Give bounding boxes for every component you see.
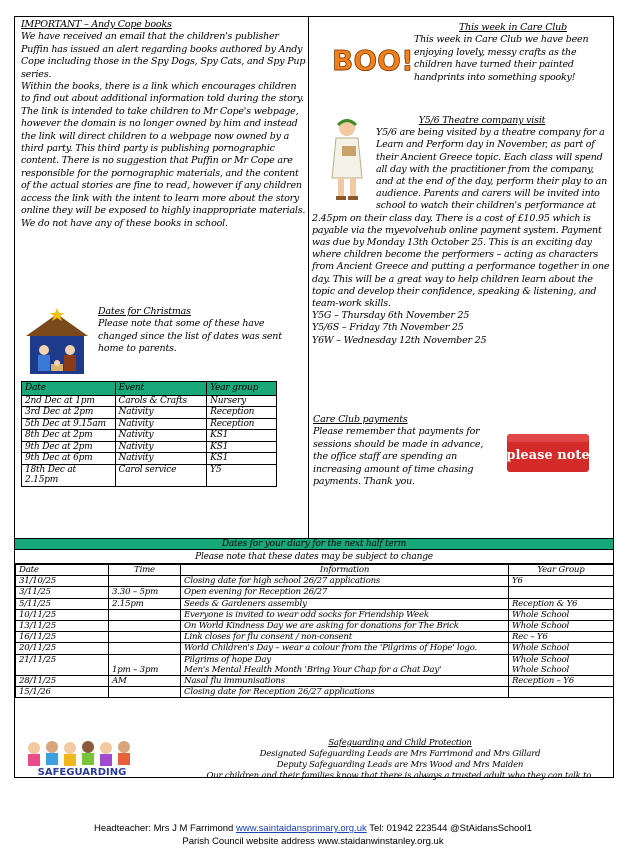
- cell-time: 3.30 – 5pm: [109, 587, 181, 598]
- cell-information: World Children's Day – wear a colour from the 'Pilgrims of Hope' logo.: [181, 643, 509, 654]
- cell-time: [109, 576, 181, 587]
- table-row: [22, 430, 277, 442]
- cell-event: Nativity: [115, 453, 207, 465]
- cell-year-group: Y6: [509, 576, 614, 587]
- cell-date: 15/1/26: [16, 687, 109, 698]
- christmas-dates-intro: [98, 306, 304, 356]
- cell-year-group: Whole School: [509, 643, 614, 654]
- safeguarding-section: [190, 738, 610, 782]
- diary-subtitle: Please note that these dates may be subject to change: [15, 551, 613, 564]
- cell-time: [109, 609, 181, 620]
- boo-text: BOO!: [332, 44, 414, 77]
- important-notice: [21, 19, 306, 230]
- theatre-title: Y5/6 Theatre company visit: [418, 115, 546, 126]
- cell-information: On World Kindness Day we are asking for donations for The Brick: [181, 621, 509, 632]
- please-note-sign: [505, 430, 591, 476]
- page-footer: [0, 822, 626, 848]
- important-paragraph-2: Within the books, there is a link which encourages children to find out about additional information told during the story. The link is intended to take children to Mr Cope's webpage, however the domain is no longer owned by him and instead the link will direct children to a webpage now owned by a third party. This third party is publishing pornographic content. There is no suggestion that Puffin or Mr Cope are responsible for the pornographic materials, and the content of the actual stories are fine to read, however if any children access the link with the intent to learn more about the story online they will be exposed to highly inappropriate materials. We do not have any of these books in school.: [21, 81, 306, 229]
- care-club-payments: [313, 414, 493, 488]
- cell-date: 21/11/25: [16, 654, 109, 675]
- nativity-illustration: [22, 306, 92, 376]
- column-divider: [308, 16, 309, 538]
- cell-year-group: Reception: [207, 407, 277, 419]
- theatre-date-y56s: Y5/6S – Friday 7th November 25: [312, 322, 464, 334]
- cell-event: Nativity: [115, 418, 207, 430]
- cell-time: [109, 632, 181, 643]
- cell-date: 9th Dec at 2pm: [22, 441, 116, 453]
- cell-year-group: Reception: [207, 418, 277, 430]
- cell-year-group: KS1: [207, 430, 277, 442]
- important-paragraph-1: We have received an email that the children's publisher Puffin has issued an alert regarding books authored by Andy Cope including those in the Spy Dogs, Spy Cats, and Spy Pup series.: [21, 31, 306, 80]
- safeguarding-line-2: Deputy Safeguarding Leads are Mrs Wood and Mrs Maiden: [276, 760, 524, 770]
- cell-information: Everyone is invited to wear odd socks for Friendship Week: [181, 609, 509, 620]
- table-row: [16, 687, 614, 698]
- christmas-table-header: [22, 382, 277, 396]
- cell-date: 5th Dec at 9.15am: [22, 418, 116, 430]
- cell-date: 10/11/25: [16, 609, 109, 620]
- table-row: [16, 643, 614, 654]
- please-note-text: please note: [506, 448, 590, 463]
- table-row: [16, 654, 614, 675]
- cell-year-group: KS1: [207, 441, 277, 453]
- cell-information: Link closes for flu consent / non-consent: [181, 632, 509, 643]
- cell-year-group: Reception & Y6: [509, 598, 614, 609]
- cell-time: [109, 687, 181, 698]
- cell-year-group: Whole School Whole School: [509, 654, 614, 675]
- cell-event: Nativity: [115, 441, 207, 453]
- cell-date: 5/11/25: [16, 598, 109, 609]
- table-row: [16, 598, 614, 609]
- cell-year-group: KS1: [207, 453, 277, 465]
- cell-date: 16/11/25: [16, 632, 109, 643]
- care-club-title: This week in Care Club: [459, 22, 567, 33]
- cell-year-group: Nursery: [207, 395, 277, 407]
- christmas-text: Please note that some of these have changed since the list of dates was sent home to parents.: [98, 318, 282, 355]
- safeguarding-badge-text: SAFEGUARDING: [37, 767, 127, 778]
- table-row: [22, 441, 277, 453]
- cell-date: 13/11/25: [16, 621, 109, 632]
- boo-illustration: [330, 38, 414, 78]
- safeguarding-line-1: Designated Safeguarding Leads are Mrs Farrimond and Mrs Gillard: [259, 749, 541, 759]
- cell-date: 8th Dec at 2pm: [22, 430, 116, 442]
- footer-line-1: [0, 822, 626, 835]
- table-row: [22, 395, 277, 407]
- table-row: [22, 453, 277, 465]
- cell-year-group: Whole School: [509, 609, 614, 620]
- cell-year-group: [509, 587, 614, 598]
- cell-event: Carol service: [115, 464, 207, 486]
- cell-year-group: [509, 687, 614, 698]
- cell-time: AM: [109, 676, 181, 687]
- christmas-header-date: Date: [22, 382, 116, 396]
- cell-information: Closing date for high school 26/27 applications: [181, 576, 509, 587]
- footer-headteacher: Headteacher: Mrs J M Farrimond: [93, 823, 234, 834]
- cell-information: Pilgrims of hope Day Men's Mental Health Month 'Bring Your Chap for a Chat Day': [181, 654, 509, 675]
- safeguarding-badge: [22, 738, 142, 778]
- school-website-link[interactable]: www.saintaidansprimary.org.uk: [235, 823, 367, 834]
- table-row: [22, 407, 277, 419]
- diary-header-information: Information: [181, 565, 509, 576]
- table-row: [16, 576, 614, 587]
- important-title: IMPORTANT – Andy Cope books: [21, 19, 172, 30]
- footer-contact: Tel: 01942 223544 @StAidansSchool1: [369, 823, 533, 834]
- cell-year-group: Y5: [207, 464, 277, 486]
- christmas-dates-table: [21, 381, 277, 487]
- care-club-section: [414, 22, 612, 84]
- cell-date: 28/11/25: [16, 676, 109, 687]
- cell-information: Open evening for Reception 26/27: [181, 587, 509, 598]
- table-row: [16, 676, 614, 687]
- cell-date: 31/10/25: [16, 576, 109, 587]
- christmas-header-event: Event: [115, 382, 207, 396]
- cell-time: 2.15pm: [109, 598, 181, 609]
- cell-information: Closing date for Reception 26/27 applications: [181, 687, 509, 698]
- cell-date: 9th Dec at 6pm: [22, 453, 116, 465]
- cell-event: Nativity: [115, 407, 207, 419]
- cell-date: 3/11/25: [16, 587, 109, 598]
- cell-time: [109, 643, 181, 654]
- table-row: [22, 418, 277, 430]
- diary-header-date: Date: [16, 565, 109, 576]
- diary-header-time: Time: [109, 565, 181, 576]
- theatre-visit-section: [312, 115, 612, 347]
- christmas-header-year-group: Year group: [207, 382, 277, 396]
- cell-date: 20/11/25: [16, 643, 109, 654]
- cell-time: [109, 621, 181, 632]
- safeguarding-title: Safeguarding and Child Protection: [328, 738, 472, 748]
- cell-date: 18th Dec at 2.15pm: [22, 464, 116, 486]
- payments-text: Please remember that payments for sessions should be made in advance, the office staff are spending an increasing amount of time chasing payments. Thank you.: [313, 426, 484, 488]
- safeguarding-line-3: Our children and their families know that there is always a trusted adult who they can talk to.: [206, 771, 594, 781]
- cell-year-group: Rec – Y6: [509, 632, 614, 643]
- cell-event: Nativity: [115, 430, 207, 442]
- cell-year-group: Whole School: [509, 621, 614, 632]
- theatre-date-y5g: Y5G – Thursday 6th November 25: [312, 310, 470, 322]
- cell-date: 2nd Dec at 1pm: [22, 395, 116, 407]
- table-row: [16, 621, 614, 632]
- footer-parish-council: Parish Council website address www.staidanwinstanley.org.uk: [182, 836, 444, 847]
- theatre-text: Y5/6 are being visited by a theatre company for a Learn and Perform day in November, as part of their Ancient Greece topic. Each class will spend all day with the practitioner from the company, and at the end of the day, perform their play to an audience. Parents and carers will be invited into school to watch their children's performance at 2.45pm on their class day. There is a cost of £10.95 which is payable via the myevolvehub online payment system. Payment was due by Monday 13th October 25. This is an exciting day where children become the performers – acting as characters from Ancient Greece and putting a performance together in one day. This will be a great way to help children learn about the topic and develop their confidence, speaking & listening, and team-work skills.: [312, 127, 610, 310]
- diary-table: [15, 564, 614, 698]
- cell-event: Carols & Crafts: [115, 395, 207, 407]
- care-club-text: This week in Care Club we have been enjoying lovely, messy crafts as the children have turned their painted handprints into something spooky!: [414, 34, 589, 83]
- table-row: [16, 609, 614, 620]
- cell-time: 1pm – 3pm: [109, 654, 181, 675]
- table-row: [16, 632, 614, 643]
- diary-header-year-group: Year Group: [509, 565, 614, 576]
- diary-title: Dates for your diary for the next half term: [15, 538, 613, 550]
- cell-date: 3rd Dec at 2pm: [22, 407, 116, 419]
- payments-title: Care Club payments: [313, 414, 408, 425]
- diary-table-header: [16, 565, 614, 576]
- cell-year-group: Reception – Y6: [509, 676, 614, 687]
- cell-information: Nasal flu immunisations: [181, 676, 509, 687]
- cell-information: Seeds & Gardeners assembly: [181, 598, 509, 609]
- christmas-title: Dates for Christmas: [98, 306, 191, 317]
- table-row: [16, 587, 614, 598]
- table-row: [22, 464, 277, 486]
- theatre-date-y6w: Y6W – Wednesday 12th November 25: [312, 334, 487, 346]
- theatre-dates: [312, 310, 612, 347]
